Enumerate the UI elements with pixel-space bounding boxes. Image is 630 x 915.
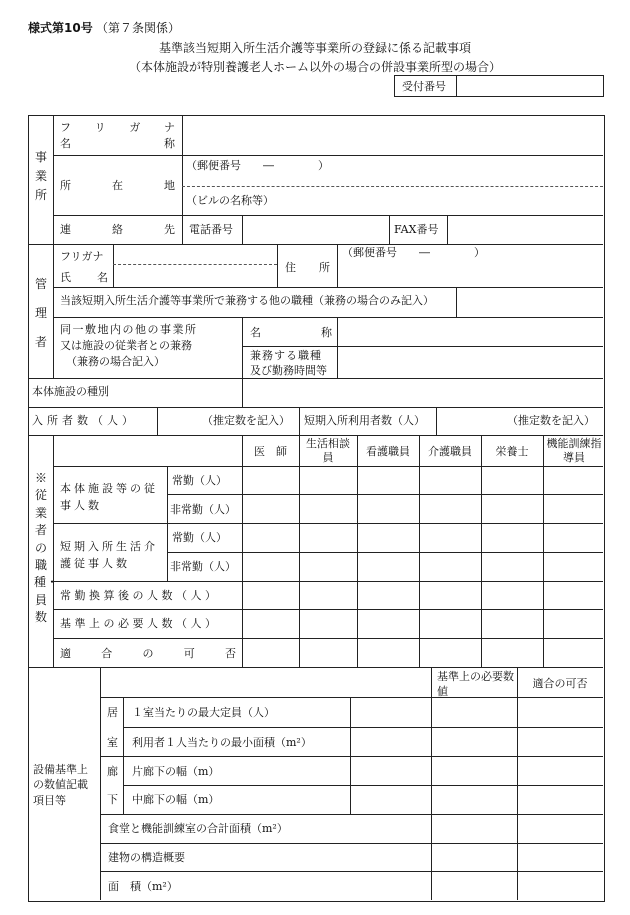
office-contact-label: 連 絡 先 [60,223,175,236]
equipment-row-structure: 建物の構造概要 [108,851,185,864]
equipment-col-required: 基準上の必要数値 [437,670,514,698]
manager-other-duties-label: 当該短期入所生活介護等事業所で兼務する他の職種（兼務の場合のみ記入） [60,294,434,307]
converted-count-label: 常勤換算後の人数（人） [60,589,220,602]
concurrent-name-label: 名 称 [250,326,332,339]
equipment-row-side-corridor: 片廊下の幅（m） [132,765,220,778]
manager-section-label: 管理者 [34,277,47,349]
residents-count-label: 入所者数（人） [32,414,137,427]
residents-note: （推定数を記入） [202,414,290,427]
short-stay-staff-label: 短期入所生活介護従事人数 [60,540,158,570]
residence-char-3: 廊 [107,765,118,778]
concurrent-label-2: 又は施設の従業者との兼務 [60,339,192,352]
short-stay-users-label: 短期入所利用者数（人） [304,414,425,427]
equipment-row-min-area: 利用者１人当たりの最小面積（m²） [132,736,312,749]
office-furigana-label: フ リ ガ ナ [60,121,175,134]
receipt-label: 受付番号 [402,80,446,93]
equipment-section-label: 設備基準上の数値記載項目等 [33,763,88,807]
manager-name-label: 氏 名 [60,271,108,284]
office-fax-label: FAX番号 [394,223,439,236]
col-doctor: 医 師 [254,445,287,458]
col-life-counselor: 生活相談員 [306,437,350,464]
col-nurse: 看護職員 [366,445,410,458]
residence-char-1: 居 [107,706,118,719]
office-name-label: 名 称 [60,137,175,150]
short-parttime-label: 非常勤（人） [170,560,236,573]
office-section-label: 事業所 [34,150,47,203]
col-nutritionist: 栄養士 [495,445,529,458]
concurrent-label-3: （兼務の場合記入） [66,355,165,368]
short-stay-note: （推定数を記入） [507,414,595,427]
concurrent-duty-label-2: 及び勤務時間等 [250,364,327,377]
main-fulltime-label: 常勤（人） [172,474,227,487]
page-title: 基準該当短期入所生活介護等事業所の登録に係る記載事項 [158,41,471,55]
form-article: （第７条関係） [96,21,181,35]
equipment-row-area: 面 積（m²） [108,880,178,893]
required-count-label: 基準上の必要人数（人） [60,617,220,630]
residence-char-4: 下 [107,793,118,806]
page-subtitle: （本体施設が特別養護老人ホーム以外の場合の併設事業所型の場合） [128,60,501,74]
short-fulltime-label: 常勤（人） [172,531,227,544]
concurrent-duty-label-1: 兼務する職種 [250,349,322,362]
main-parttime-label: 非常勤（人） [170,503,236,516]
office-building-name[interactable]: （ビルの名称等） [186,194,274,207]
equipment-col-conformity: 適合の可否 [532,677,588,690]
equipment-row-dining-area: 食堂と機能訓練室の合計面積（m²） [108,822,288,835]
manager-furigana-label: フリガナ [60,250,104,263]
concurrent-label-1: 同一敷地内の他の事業所 [60,323,198,336]
facility-type-label: 本体施設の種別 [32,385,109,398]
col-care-worker: 介護職員 [428,445,472,458]
office-address-label: 所 在 地 [60,179,175,192]
main-facility-staff-label: 本体施設等の従事人数 [60,482,158,512]
manager-address-label: 住 所 [285,261,330,274]
office-tel-label: 電話番号 [189,223,233,236]
form-number: 様式第10号 [28,21,93,35]
equipment-row-middle-corridor: 中廊下の幅（m） [132,793,220,806]
staff-section-label: ※従業者の職種・員数 [34,471,59,625]
office-postal-code[interactable]: （郵便番号 ― ） [186,159,329,172]
col-functional-trainer: 機能訓練指導員 [546,437,602,464]
residence-char-2: 室 [107,736,118,749]
manager-postal-code[interactable]: （郵便番号 ― ） [342,246,485,259]
equipment-row-max-capacity: １室当たりの最大定員（人） [132,706,275,719]
staff-conformity-label: 適 合 の 可 否 [60,647,236,660]
